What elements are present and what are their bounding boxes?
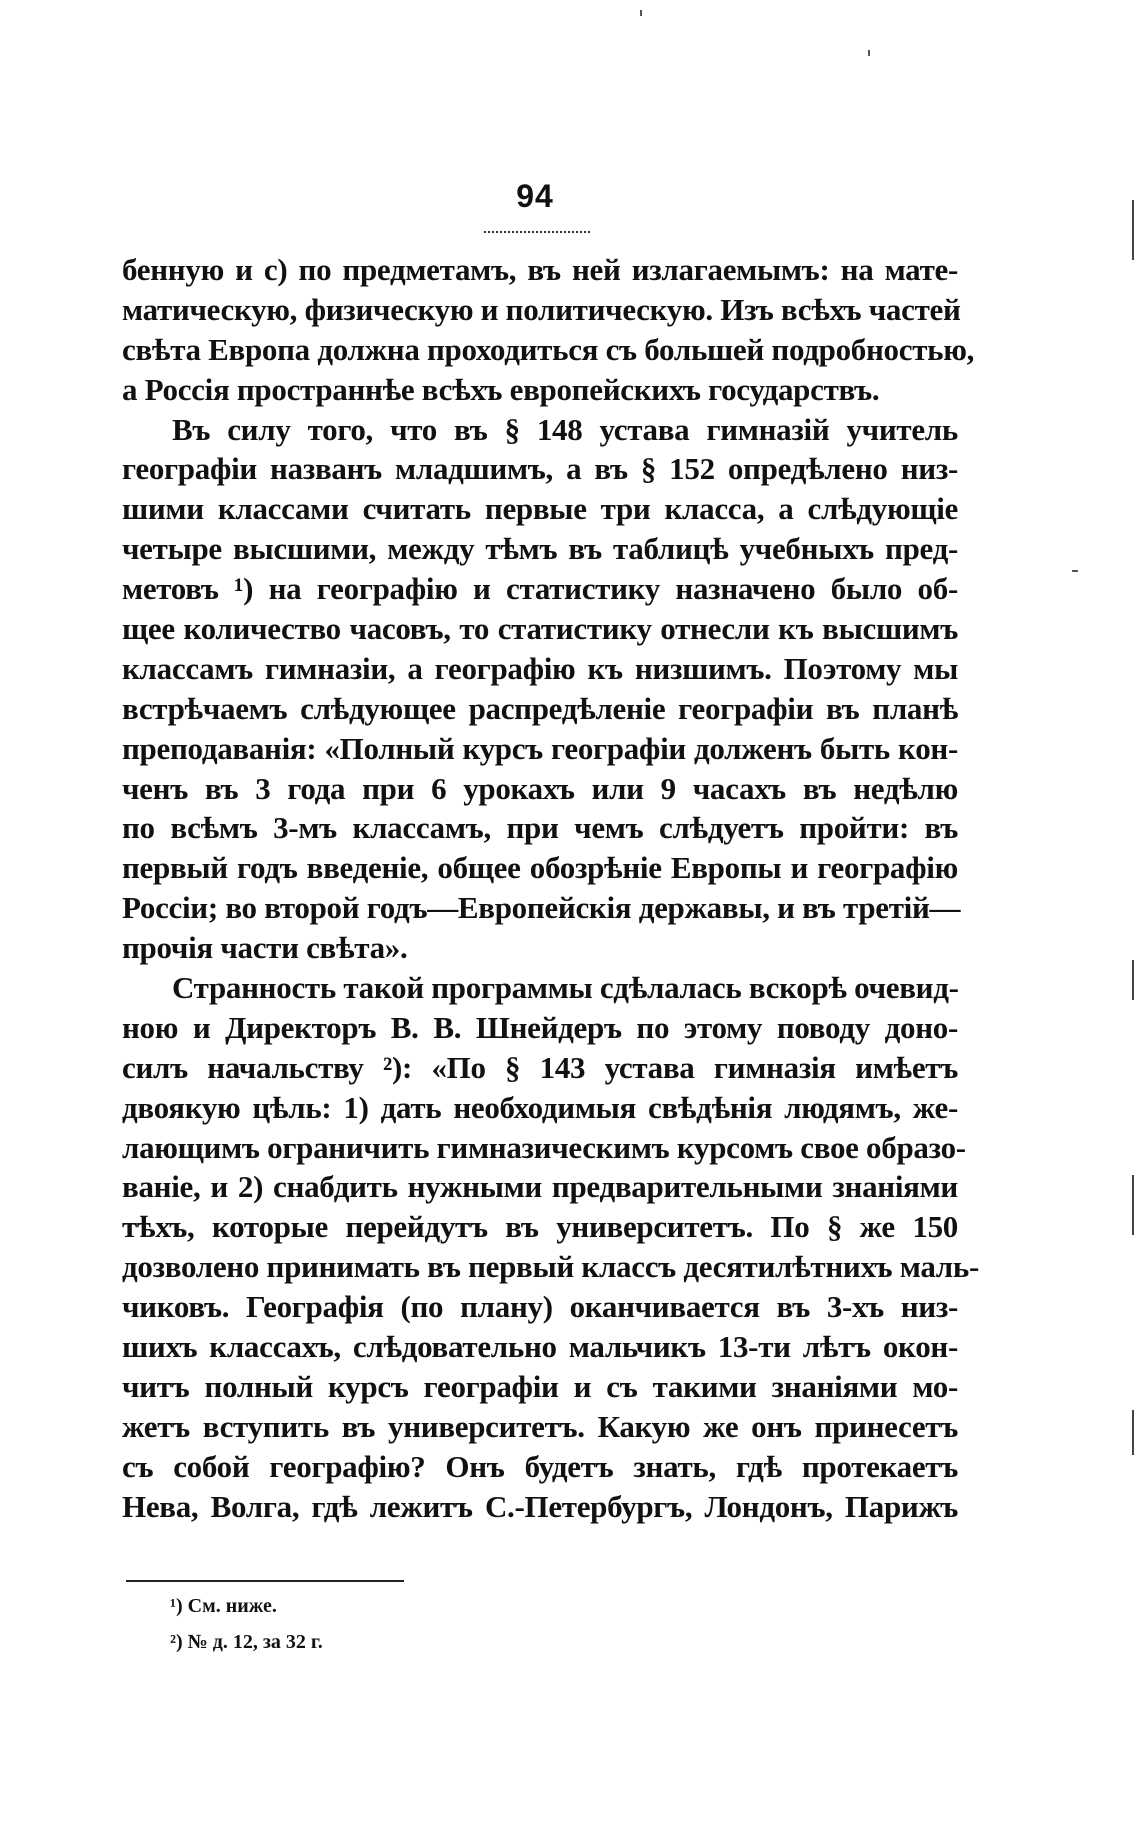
footnotes <box>170 1588 670 1660</box>
text-line: тѣхъ, которые перейдутъ въ университетъ. По § же 150 <box>122 1209 958 1245</box>
text-line: прочія части свѣта». <box>122 930 408 966</box>
text-line: Нева, Волга, гдѣ лежитъ С.-Петербургъ, Лондонъ, Парижъ <box>122 1488 958 1524</box>
text-line: читъ полный курсъ географіи и съ такими знаніями мо- <box>122 1368 958 1404</box>
text-line: дозволено принимать въ первый классъ десятилѣтнихъ маль- <box>122 1249 979 1285</box>
text-line: по всѣмъ 3-мъ классамъ, при чемъ слѣдуетъ пройти: въ <box>122 810 958 846</box>
text-line: шихъ классахъ, слѣдовательно мальчикъ 13-ти лѣтъ окон- <box>122 1329 958 1365</box>
text-line: метовъ ¹) на географію и статистику назначено было об- <box>122 571 958 607</box>
footnote-rule <box>126 1580 404 1582</box>
footnote: ¹) См. ниже. <box>170 1595 277 1617</box>
scan-edge-mark <box>1132 1410 1134 1455</box>
text-line: классамъ гимназіи, а географію къ низшимъ. Поэтому мы <box>122 650 958 686</box>
text-line: ваніе, и 2) снабдить нужными предварительными знаніями <box>122 1169 958 1205</box>
text-line: преподаванія: «Полный курсъ географіи долженъ быть кон- <box>122 730 958 766</box>
text-line: щее количество часовъ, то статистику отнесли къ высшимъ <box>122 611 958 647</box>
text-line: шими классами считать первые три класса, а слѣдующіе <box>122 491 958 527</box>
text-line: бенную и с) по предметамъ, въ ней излагаемымъ: на мате- <box>122 252 958 287</box>
scan-edge-mark <box>1132 960 1134 1000</box>
text-line: первый годъ введеніе, общее обозрѣніе Европы и географію <box>122 850 958 886</box>
text-line: силъ начальству ²): «По § 143 устава гимназія имѣетъ <box>122 1049 958 1085</box>
text-line: а Россія пространнѣе всѣхъ европейскихъ государствъ. <box>122 371 880 407</box>
scan-speck <box>640 10 642 16</box>
text-line: свѣта Европа должна проходиться съ большей подробностью, <box>122 331 975 367</box>
text-line: съ собой географію? Онъ будетъ знать, гдѣ протекаетъ <box>122 1448 958 1484</box>
scan-speck <box>868 50 870 56</box>
text-line: лающимъ ограничить гимназическимъ курсомъ свое образо- <box>122 1129 966 1165</box>
scan-edge-mark <box>1132 200 1134 260</box>
scan-edge-mark <box>1132 1175 1134 1235</box>
page-number-rule <box>484 231 590 233</box>
text-line: географіи названъ младшимъ, а въ § 152 опредѣлено низ- <box>122 451 958 487</box>
text-line: матическую, физическую и политическую. Изъ всѣхъ частей <box>122 291 961 327</box>
text-line: Въ силу того, что въ § 148 устава гимназій учитель <box>172 411 958 447</box>
scan-speck <box>1072 570 1078 572</box>
text-line: четыре высшими, между тѣмъ въ таблицѣ учебныхъ пред- <box>122 531 958 567</box>
text-line: ченъ въ 3 года при 6 урокахъ или 9 часахъ въ недѣлю <box>122 770 958 806</box>
page-number: 94 <box>516 178 554 214</box>
text-line: ною и Директоръ В. В. Шнейдеръ по этому поводу доно- <box>122 1009 958 1045</box>
text-line: Странность такой программы сдѣлалась вскорѣ очевид- <box>172 970 959 1006</box>
text-line: жетъ вступить въ университетъ. Какую же онъ принесетъ <box>122 1408 958 1444</box>
text-line: двоякую цѣль: 1) дать необходимыя свѣдѣнія людямъ, же- <box>122 1089 958 1125</box>
text-line: чиковъ. Географія (по плану) оканчивается въ 3-хъ низ- <box>122 1289 958 1325</box>
text-line: Россіи; во второй годъ—Европейскія державы, и въ третій— <box>122 890 961 926</box>
body-text <box>122 250 979 1527</box>
footnote: ²) № д. 12, за 32 г. <box>170 1631 323 1653</box>
text-line: встрѣчаемъ слѣдующее распредѣленіе географіи въ планѣ <box>122 690 958 726</box>
